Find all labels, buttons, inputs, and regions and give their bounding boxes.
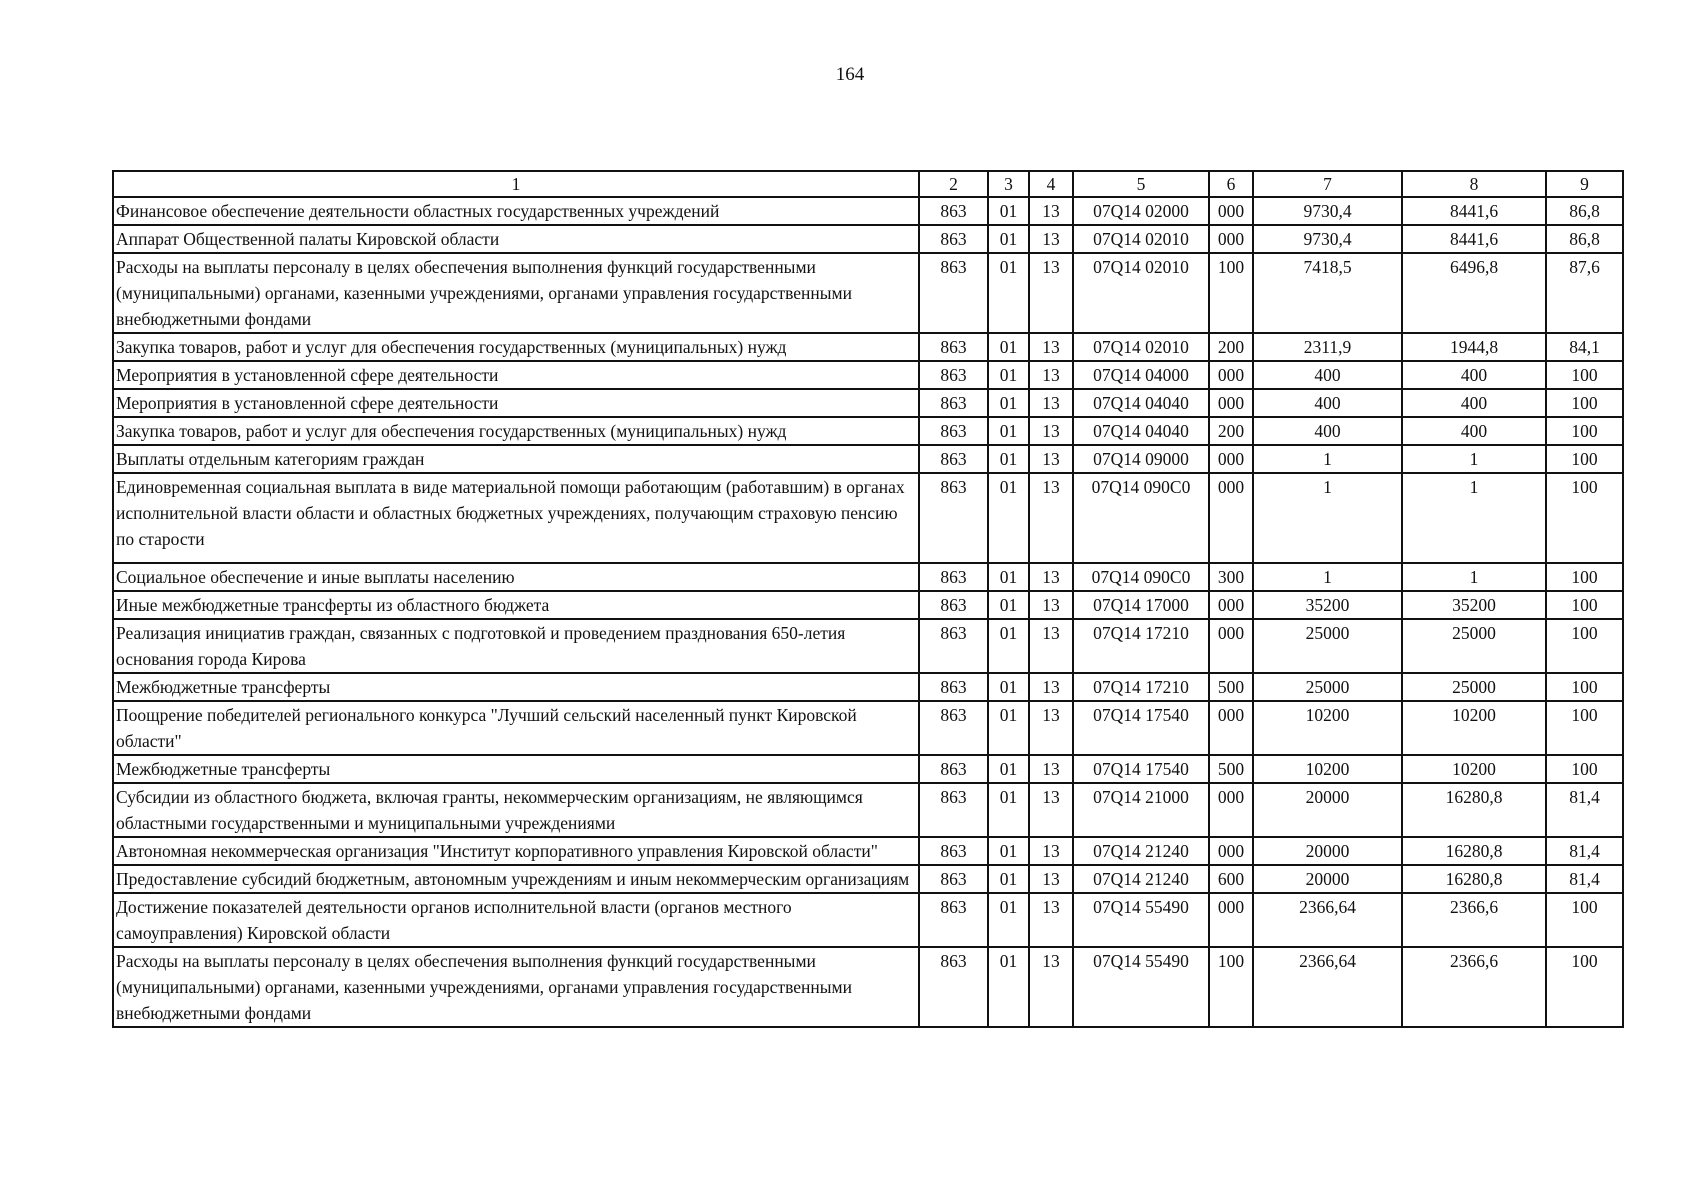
row-c2-cell: 863 — [919, 619, 988, 673]
row-c5-cell: 07Q14 09000 — [1073, 445, 1209, 473]
row-c4-cell: 13 — [1029, 417, 1073, 445]
table-row — [113, 225, 1623, 253]
row-c7-cell: 2366,64 — [1253, 947, 1402, 1027]
row-c2-cell: 863 — [919, 591, 988, 619]
table-row — [113, 591, 1623, 619]
row-c5-cell: 07Q14 04040 — [1073, 389, 1209, 417]
table-body — [113, 197, 1623, 1027]
row-c6-cell: 100 — [1209, 253, 1253, 333]
row-c8-cell: 16280,8 — [1402, 865, 1546, 893]
row-c9-cell: 100 — [1546, 673, 1623, 701]
row-c6-cell: 000 — [1209, 591, 1253, 619]
row-c6-cell: 000 — [1209, 473, 1253, 563]
row-name-cell: Поощрение победителей регионального конкурса "Лучший сельский населенный пункт Кировской области" — [113, 701, 919, 755]
row-name-cell: Закупка товаров, работ и услуг для обеспечения государственных (муниципальных) нужд — [113, 417, 919, 445]
row-c2-cell: 863 — [919, 417, 988, 445]
row-c5-cell: 07Q14 02010 — [1073, 253, 1209, 333]
row-c3-cell: 01 — [988, 445, 1029, 473]
row-c7-cell: 400 — [1253, 417, 1402, 445]
header-cell: 9 — [1546, 171, 1623, 197]
row-c7-cell: 10200 — [1253, 701, 1402, 755]
row-c3-cell: 01 — [988, 701, 1029, 755]
row-c9-cell: 100 — [1546, 755, 1623, 783]
row-name-cell: Предоставление субсидий бюджетным, автономным учреждениям и иным некоммерческим организациям — [113, 865, 919, 893]
row-c2-cell: 863 — [919, 225, 988, 253]
row-c4-cell: 13 — [1029, 563, 1073, 591]
table-row — [113, 865, 1623, 893]
row-name-cell: Финансовое обеспечение деятельности областных государственных учреждений — [113, 197, 919, 225]
row-c5-cell: 07Q14 21000 — [1073, 783, 1209, 837]
row-c4-cell: 13 — [1029, 947, 1073, 1027]
row-c5-cell: 07Q14 17000 — [1073, 591, 1209, 619]
row-c9-cell: 86,8 — [1546, 197, 1623, 225]
row-name-cell: Расходы на выплаты персоналу в целях обеспечения выполнения функций государственными (муниципальными) органами, казенными учреждениями, органами управления государственными внебюджетными фондами — [113, 947, 919, 1027]
header-cell: 7 — [1253, 171, 1402, 197]
row-c9-cell: 100 — [1546, 563, 1623, 591]
table-row — [113, 701, 1623, 755]
row-c3-cell: 01 — [988, 591, 1029, 619]
row-c4-cell: 13 — [1029, 755, 1073, 783]
row-c6-cell: 000 — [1209, 837, 1253, 865]
row-c4-cell: 13 — [1029, 253, 1073, 333]
row-c9-cell: 100 — [1546, 417, 1623, 445]
table-row — [113, 947, 1623, 1027]
row-c7-cell: 400 — [1253, 389, 1402, 417]
row-c3-cell: 01 — [988, 197, 1029, 225]
row-c2-cell: 863 — [919, 563, 988, 591]
row-c6-cell: 000 — [1209, 445, 1253, 473]
row-c7-cell: 400 — [1253, 361, 1402, 389]
row-c3-cell: 01 — [988, 893, 1029, 947]
row-c8-cell: 400 — [1402, 389, 1546, 417]
row-c8-cell: 6496,8 — [1402, 253, 1546, 333]
row-c6-cell: 600 — [1209, 865, 1253, 893]
row-c7-cell: 20000 — [1253, 783, 1402, 837]
row-c6-cell: 000 — [1209, 783, 1253, 837]
row-c2-cell: 863 — [919, 837, 988, 865]
row-c7-cell: 25000 — [1253, 619, 1402, 673]
row-c8-cell: 1944,8 — [1402, 333, 1546, 361]
header-cell: 1 — [113, 171, 919, 197]
row-c6-cell: 300 — [1209, 563, 1253, 591]
row-c3-cell: 01 — [988, 755, 1029, 783]
row-c9-cell: 100 — [1546, 701, 1623, 755]
header-cell: 8 — [1402, 171, 1546, 197]
row-c7-cell: 7418,5 — [1253, 253, 1402, 333]
row-c2-cell: 863 — [919, 673, 988, 701]
row-c6-cell: 100 — [1209, 947, 1253, 1027]
row-c2-cell: 863 — [919, 253, 988, 333]
row-c8-cell: 2366,6 — [1402, 947, 1546, 1027]
table-row — [113, 893, 1623, 947]
row-c7-cell: 1 — [1253, 563, 1402, 591]
row-c2-cell: 863 — [919, 197, 988, 225]
table-row — [113, 389, 1623, 417]
table-row — [113, 783, 1623, 837]
row-c6-cell: 500 — [1209, 755, 1253, 783]
row-c4-cell: 13 — [1029, 333, 1073, 361]
row-c7-cell: 20000 — [1253, 865, 1402, 893]
row-c3-cell: 01 — [988, 947, 1029, 1027]
row-c9-cell: 81,4 — [1546, 865, 1623, 893]
row-c9-cell: 87,6 — [1546, 253, 1623, 333]
row-c5-cell: 07Q14 090C0 — [1073, 473, 1209, 563]
header-cell: 2 — [919, 171, 988, 197]
table-row — [113, 361, 1623, 389]
page-number: 164 — [835, 64, 865, 85]
row-c4-cell: 13 — [1029, 591, 1073, 619]
row-c4-cell: 13 — [1029, 225, 1073, 253]
row-c9-cell: 81,4 — [1546, 783, 1623, 837]
header-cell: 3 — [988, 171, 1029, 197]
row-name-cell: Социальное обеспечение и иные выплаты населению — [113, 563, 919, 591]
row-c8-cell: 35200 — [1402, 591, 1546, 619]
row-c4-cell: 13 — [1029, 619, 1073, 673]
row-c4-cell: 13 — [1029, 837, 1073, 865]
row-c8-cell: 10200 — [1402, 755, 1546, 783]
row-c3-cell: 01 — [988, 473, 1029, 563]
row-c2-cell: 863 — [919, 361, 988, 389]
row-c3-cell: 01 — [988, 253, 1029, 333]
row-c8-cell: 8441,6 — [1402, 197, 1546, 225]
header-cell: 4 — [1029, 171, 1073, 197]
table-row — [113, 445, 1623, 473]
header-row — [113, 171, 1623, 197]
row-c2-cell: 863 — [919, 947, 988, 1027]
row-c8-cell: 1 — [1402, 563, 1546, 591]
row-name-cell: Закупка товаров, работ и услуг для обеспечения государственных (муниципальных) нужд — [113, 333, 919, 361]
row-c9-cell: 100 — [1546, 893, 1623, 947]
row-c3-cell: 01 — [988, 361, 1029, 389]
row-c5-cell: 07Q14 17210 — [1073, 673, 1209, 701]
table-row — [113, 197, 1623, 225]
row-name-cell: Межбюджетные трансферты — [113, 755, 919, 783]
row-c5-cell: 07Q14 17540 — [1073, 701, 1209, 755]
table-row — [113, 837, 1623, 865]
row-c5-cell: 07Q14 55490 — [1073, 893, 1209, 947]
header-cell: 5 — [1073, 171, 1209, 197]
row-c5-cell: 07Q14 04040 — [1073, 417, 1209, 445]
row-c8-cell: 1 — [1402, 473, 1546, 563]
row-c4-cell: 13 — [1029, 893, 1073, 947]
row-c5-cell: 07Q14 21240 — [1073, 865, 1209, 893]
row-c2-cell: 863 — [919, 865, 988, 893]
table-row — [113, 333, 1623, 361]
row-c8-cell: 25000 — [1402, 619, 1546, 673]
row-c8-cell: 16280,8 — [1402, 837, 1546, 865]
row-c9-cell: 81,4 — [1546, 837, 1623, 865]
row-c2-cell: 863 — [919, 473, 988, 563]
table-row — [113, 563, 1623, 591]
row-c2-cell: 863 — [919, 893, 988, 947]
row-c7-cell: 9730,4 — [1253, 197, 1402, 225]
row-c8-cell: 16280,8 — [1402, 783, 1546, 837]
row-c7-cell: 1 — [1253, 473, 1402, 563]
row-c9-cell: 100 — [1546, 619, 1623, 673]
row-c6-cell: 000 — [1209, 361, 1253, 389]
header-cell: 6 — [1209, 171, 1253, 197]
row-c2-cell: 863 — [919, 783, 988, 837]
row-c4-cell: 13 — [1029, 473, 1073, 563]
row-c7-cell: 2311,9 — [1253, 333, 1402, 361]
row-c4-cell: 13 — [1029, 865, 1073, 893]
row-c2-cell: 863 — [919, 701, 988, 755]
row-name-cell: Мероприятия в установленной сфере деятельности — [113, 361, 919, 389]
row-c5-cell: 07Q14 02010 — [1073, 333, 1209, 361]
row-c3-cell: 01 — [988, 783, 1029, 837]
row-name-cell: Выплаты отдельным категориям граждан — [113, 445, 919, 473]
row-c4-cell: 13 — [1029, 701, 1073, 755]
row-name-cell: Единовременная социальная выплата в виде материальной помощи работающим (работавшим) в органах исполнительной власти области и областных бюджетных учреждениях, получающим страховую пенсию по старости — [113, 473, 919, 563]
row-c9-cell: 100 — [1546, 947, 1623, 1027]
row-c7-cell: 9730,4 — [1253, 225, 1402, 253]
row-c9-cell: 100 — [1546, 591, 1623, 619]
row-c9-cell: 100 — [1546, 361, 1623, 389]
row-c4-cell: 13 — [1029, 783, 1073, 837]
row-name-cell: Иные межбюджетные трансферты из областного бюджета — [113, 591, 919, 619]
row-c8-cell: 400 — [1402, 417, 1546, 445]
row-c5-cell: 07Q14 17540 — [1073, 755, 1209, 783]
budget-table — [112, 170, 1624, 1028]
row-c3-cell: 01 — [988, 563, 1029, 591]
row-c8-cell: 2366,6 — [1402, 893, 1546, 947]
row-c9-cell: 86,8 — [1546, 225, 1623, 253]
row-c4-cell: 13 — [1029, 445, 1073, 473]
table-row — [113, 253, 1623, 333]
row-c9-cell: 100 — [1546, 389, 1623, 417]
row-c5-cell: 07Q14 55490 — [1073, 947, 1209, 1027]
row-c4-cell: 13 — [1029, 361, 1073, 389]
row-c4-cell: 13 — [1029, 197, 1073, 225]
row-name-cell: Реализация инициатив граждан, связанных с подготовкой и проведением празднования 650-летия основания города Кирова — [113, 619, 919, 673]
table-row — [113, 473, 1623, 563]
row-c7-cell: 25000 — [1253, 673, 1402, 701]
row-c8-cell: 10200 — [1402, 701, 1546, 755]
row-c6-cell: 000 — [1209, 701, 1253, 755]
row-c2-cell: 863 — [919, 445, 988, 473]
row-c3-cell: 01 — [988, 673, 1029, 701]
row-c6-cell: 500 — [1209, 673, 1253, 701]
row-c2-cell: 863 — [919, 389, 988, 417]
row-c3-cell: 01 — [988, 619, 1029, 673]
row-c7-cell: 35200 — [1253, 591, 1402, 619]
table-row — [113, 417, 1623, 445]
row-name-cell: Достижение показателей деятельности органов исполнительной власти (органов местного самоуправления) Кировской области — [113, 893, 919, 947]
row-c3-cell: 01 — [988, 865, 1029, 893]
row-c5-cell: 07Q14 04000 — [1073, 361, 1209, 389]
row-c8-cell: 400 — [1402, 361, 1546, 389]
row-c9-cell: 84,1 — [1546, 333, 1623, 361]
row-c5-cell: 07Q14 090C0 — [1073, 563, 1209, 591]
row-name-cell: Расходы на выплаты персоналу в целях обеспечения выполнения функций государственными (муниципальными) органами, казенными учреждениями, органами управления государственными внебюджетными фондами — [113, 253, 919, 333]
row-c3-cell: 01 — [988, 389, 1029, 417]
row-c3-cell: 01 — [988, 225, 1029, 253]
row-c9-cell: 100 — [1546, 445, 1623, 473]
row-c3-cell: 01 — [988, 837, 1029, 865]
row-c4-cell: 13 — [1029, 389, 1073, 417]
row-c6-cell: 000 — [1209, 893, 1253, 947]
row-c7-cell: 10200 — [1253, 755, 1402, 783]
row-name-cell: Межбюджетные трансферты — [113, 673, 919, 701]
row-name-cell: Автономная некоммерческая организация "Институт корпоративного управления Кировской области" — [113, 837, 919, 865]
row-c6-cell: 000 — [1209, 389, 1253, 417]
row-c6-cell: 000 — [1209, 619, 1253, 673]
row-c7-cell: 20000 — [1253, 837, 1402, 865]
row-c6-cell: 000 — [1209, 225, 1253, 253]
row-c6-cell: 000 — [1209, 197, 1253, 225]
row-c2-cell: 863 — [919, 333, 988, 361]
table-row — [113, 619, 1623, 673]
row-c2-cell: 863 — [919, 755, 988, 783]
row-c3-cell: 01 — [988, 417, 1029, 445]
row-c5-cell: 07Q14 17210 — [1073, 619, 1209, 673]
row-c8-cell: 1 — [1402, 445, 1546, 473]
row-c4-cell: 13 — [1029, 673, 1073, 701]
row-c7-cell: 1 — [1253, 445, 1402, 473]
row-c9-cell: 100 — [1546, 473, 1623, 563]
table-row — [113, 673, 1623, 701]
row-c6-cell: 200 — [1209, 333, 1253, 361]
table-row — [113, 755, 1623, 783]
row-c8-cell: 8441,6 — [1402, 225, 1546, 253]
row-c6-cell: 200 — [1209, 417, 1253, 445]
row-c3-cell: 01 — [988, 333, 1029, 361]
row-c5-cell: 07Q14 02000 — [1073, 197, 1209, 225]
row-c8-cell: 25000 — [1402, 673, 1546, 701]
row-c5-cell: 07Q14 02010 — [1073, 225, 1209, 253]
row-name-cell: Субсидии из областного бюджета, включая гранты, некоммерческим организациям, не являющимся областными государственными и муниципальными учреждениями — [113, 783, 919, 837]
row-c5-cell: 07Q14 21240 — [1073, 837, 1209, 865]
row-name-cell: Аппарат Общественной палаты Кировской области — [113, 225, 919, 253]
row-c7-cell: 2366,64 — [1253, 893, 1402, 947]
row-name-cell: Мероприятия в установленной сфере деятельности — [113, 389, 919, 417]
